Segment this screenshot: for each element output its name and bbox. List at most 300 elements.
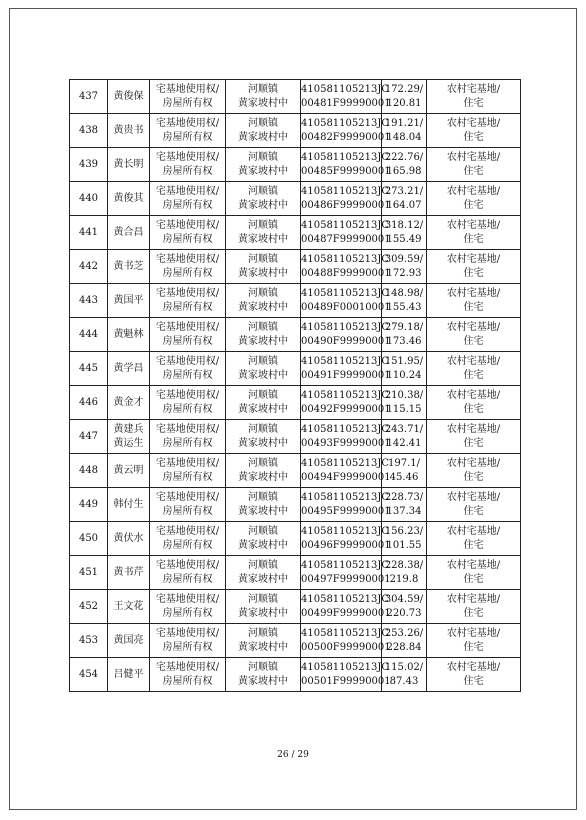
area-line: 45.46 — [389, 471, 419, 483]
parcel-code-line: 410581105213JC — [301, 525, 390, 537]
land-use-line: 农村宅基地/ — [446, 525, 501, 537]
right-type-line: 房屋所有权 — [162, 437, 213, 449]
location-line: 河顺镇 — [248, 457, 278, 469]
area-line: 148.98/ — [384, 287, 424, 299]
land-use-line: 农村宅基地/ — [446, 287, 501, 299]
land-use-line: 住宅 — [463, 267, 484, 279]
land-use-line: 住宅 — [463, 505, 484, 517]
parcel-code-cell — [301, 284, 391, 318]
owner-name-cell — [108, 352, 150, 386]
table-row — [70, 386, 521, 420]
area-line: 87.43 — [389, 675, 419, 687]
location-line: 黄家坡村中 — [238, 199, 288, 211]
right-type-line: 房屋所有权 — [162, 199, 213, 211]
owner-name-cell — [108, 590, 150, 624]
owner-name-line: 黄贵书 — [113, 124, 144, 136]
table-row — [70, 658, 521, 692]
area-line: 142.41 — [386, 437, 422, 449]
row-number-cell: 442 — [70, 250, 108, 284]
right-type-cell — [150, 420, 226, 454]
owner-name-line: 黄国平 — [113, 294, 144, 306]
location-cell — [226, 658, 301, 692]
owner-name-line: 韩付生 — [113, 498, 144, 510]
area-line: 219.8 — [389, 573, 419, 585]
parcel-code-line: 410581105213JC — [301, 491, 390, 503]
parcel-code-line: 410581105213JC — [301, 661, 390, 673]
owner-name-line: 黄书芝 — [113, 260, 144, 272]
parcel-code-line: 410581105213JC — [301, 219, 390, 231]
right-type-line: 房屋所有权 — [162, 471, 213, 483]
right-type-line: 房屋所有权 — [162, 97, 213, 109]
row-number-cell: 454 — [70, 658, 108, 692]
right-type-line: 房屋所有权 — [162, 607, 213, 619]
land-use-line: 农村宅基地/ — [446, 627, 501, 639]
land-use-cell — [427, 658, 521, 692]
location-cell — [226, 114, 301, 148]
land-use-cell — [427, 148, 521, 182]
area-line: 273.21/ — [384, 185, 424, 197]
parcel-code-line: 00490F99990001 — [301, 335, 391, 347]
parcel-code-cell — [301, 658, 391, 692]
location-line: 黄家坡村中 — [238, 403, 288, 415]
location-line: 河顺镇 — [248, 627, 278, 639]
right-type-line: 宅基地使用权/ — [155, 525, 220, 537]
parcel-code-line: 410581105213JC — [301, 593, 390, 605]
right-type-line: 宅基地使用权/ — [155, 253, 220, 265]
right-type-cell — [150, 284, 226, 318]
location-cell — [226, 624, 301, 658]
owner-name-cell — [108, 80, 150, 114]
right-type-line: 宅基地使用权/ — [155, 117, 220, 129]
parcel-code-line: 00485F99990001 — [301, 165, 391, 177]
parcel-code-cell — [301, 352, 391, 386]
owner-name-cell — [108, 216, 150, 250]
table-row — [70, 522, 521, 556]
location-line: 黄家坡村中 — [238, 675, 288, 687]
parcel-code-line: 410581105213JC — [301, 559, 390, 571]
land-use-line: 住宅 — [463, 131, 484, 143]
area-cell — [382, 114, 427, 148]
parcel-code-line: 00500F99990001 — [301, 641, 391, 653]
location-cell — [226, 590, 301, 624]
row-number-cell: 450 — [70, 522, 108, 556]
owner-name-line: 王文花 — [113, 600, 144, 612]
land-use-line: 住宅 — [463, 471, 484, 483]
location-cell — [226, 216, 301, 250]
right-type-line: 房屋所有权 — [162, 165, 213, 177]
row-number-cell: 438 — [70, 114, 108, 148]
table-row — [70, 250, 521, 284]
area-line: 173.46 — [386, 335, 422, 347]
land-use-cell — [427, 114, 521, 148]
owner-name-line: 黄魁林 — [113, 328, 144, 340]
land-use-line: 农村宅基地/ — [446, 355, 501, 367]
area-line: 115.15 — [386, 403, 422, 415]
parcel-code-line: 00494F99990001 — [301, 471, 391, 483]
land-use-cell — [427, 182, 521, 216]
area-line: 210.38/ — [384, 389, 424, 401]
parcel-code-cell — [301, 80, 391, 114]
area-line: 155.43 — [386, 301, 422, 313]
land-use-cell — [427, 522, 521, 556]
owner-name-cell — [108, 624, 150, 658]
owner-name-line: 黄运生 — [113, 437, 144, 449]
right-type-cell — [150, 114, 226, 148]
area-line: 155.49 — [386, 233, 422, 245]
row-number-cell: 437 — [70, 80, 108, 114]
right-type-line: 宅基地使用权/ — [155, 593, 220, 605]
parcel-code-line: 00492F99990001 — [301, 403, 391, 415]
location-line: 河顺镇 — [248, 321, 278, 333]
row-number-cell: 443 — [70, 284, 108, 318]
area-line: 243.71/ — [384, 423, 424, 435]
parcel-code-cell — [301, 114, 391, 148]
right-type-cell — [150, 386, 226, 420]
area-cell — [382, 488, 427, 522]
right-type-line: 宅基地使用权/ — [155, 219, 220, 231]
land-use-line: 住宅 — [463, 233, 484, 245]
land-use-line: 住宅 — [463, 641, 484, 653]
location-line: 黄家坡村中 — [238, 165, 288, 177]
land-use-line: 住宅 — [463, 607, 484, 619]
area-line: 115.02/ — [384, 661, 424, 673]
land-use-cell — [427, 284, 521, 318]
location-line: 黄家坡村中 — [238, 641, 288, 653]
area-line: 318.12/ — [384, 219, 424, 231]
area-cell — [382, 420, 427, 454]
right-type-cell — [150, 488, 226, 522]
parcel-code-cell — [301, 148, 391, 182]
land-use-cell — [427, 352, 521, 386]
right-type-line: 房屋所有权 — [162, 369, 213, 381]
location-line: 河顺镇 — [248, 423, 278, 435]
parcel-code-cell — [301, 590, 391, 624]
table-row — [70, 420, 521, 454]
location-line: 河顺镇 — [248, 151, 278, 163]
row-number-cell: 447 — [70, 420, 108, 454]
location-line: 黄家坡村中 — [238, 471, 288, 483]
area-line: 253.26/ — [384, 627, 424, 639]
right-type-line: 房屋所有权 — [162, 233, 213, 245]
area-line: 172.29/ — [384, 83, 424, 95]
right-type-line: 宅基地使用权/ — [155, 491, 220, 503]
parcel-code-line: 410581105213JC — [301, 253, 390, 265]
location-line: 黄家坡村中 — [238, 437, 288, 449]
area-cell — [382, 386, 427, 420]
owner-name-cell — [108, 454, 150, 488]
parcel-code-cell — [301, 624, 391, 658]
area-cell — [382, 250, 427, 284]
area-line: 191.21/ — [384, 117, 424, 129]
right-type-line: 宅基地使用权/ — [155, 661, 220, 673]
location-line: 黄家坡村中 — [238, 131, 288, 143]
land-use-line: 农村宅基地/ — [446, 661, 501, 673]
row-number-cell: 440 — [70, 182, 108, 216]
right-type-line: 宅基地使用权/ — [155, 151, 220, 163]
parcel-code-line: 410581105213JC — [301, 287, 390, 299]
parcel-code-line: 00491F99990001 — [301, 369, 391, 381]
right-type-cell — [150, 182, 226, 216]
parcel-code-line: 410581105213JC — [301, 389, 390, 401]
land-use-line: 住宅 — [463, 539, 484, 551]
location-line: 河顺镇 — [248, 117, 278, 129]
land-use-cell — [427, 454, 521, 488]
right-type-line: 房屋所有权 — [162, 131, 213, 143]
location-line: 河顺镇 — [248, 253, 278, 265]
land-use-line: 农村宅基地/ — [446, 559, 501, 571]
owner-name-cell — [108, 318, 150, 352]
area-line: 222.76/ — [384, 151, 424, 163]
area-line: 197.1/ — [388, 457, 420, 469]
right-type-line: 宅基地使用权/ — [155, 423, 220, 435]
location-cell — [226, 250, 301, 284]
area-line: 137.34 — [386, 505, 422, 517]
area-line: 309.59/ — [384, 253, 424, 265]
location-cell — [226, 284, 301, 318]
location-line: 黄家坡村中 — [238, 505, 288, 517]
parcel-code-line: 410581105213JC — [301, 83, 390, 95]
area-line: 220.73 — [386, 607, 422, 619]
right-type-line: 宅基地使用权/ — [155, 287, 220, 299]
owner-name-line: 黄学昌 — [113, 362, 144, 374]
right-type-cell — [150, 318, 226, 352]
area-line: 228.38/ — [384, 559, 424, 571]
land-use-line: 农村宅基地/ — [446, 117, 501, 129]
page-number: 26 / 29 — [277, 750, 309, 760]
land-use-line: 住宅 — [463, 403, 484, 415]
location-line: 河顺镇 — [248, 219, 278, 231]
right-type-line: 房屋所有权 — [162, 301, 213, 313]
row-number-cell: 452 — [70, 590, 108, 624]
row-number-cell: 448 — [70, 454, 108, 488]
land-use-cell — [427, 624, 521, 658]
area-cell — [382, 284, 427, 318]
owner-name-cell — [108, 114, 150, 148]
row-number-cell: 444 — [70, 318, 108, 352]
right-type-line: 宅基地使用权/ — [155, 389, 220, 401]
land-use-line: 住宅 — [463, 301, 484, 313]
owner-name-line: 黄金才 — [113, 396, 144, 408]
parcel-code-line: 00501F99990001 — [301, 675, 391, 687]
right-type-line: 房屋所有权 — [162, 505, 213, 517]
land-use-cell — [427, 556, 521, 590]
location-line: 河顺镇 — [248, 185, 278, 197]
area-cell — [382, 590, 427, 624]
table-row — [70, 284, 521, 318]
land-use-cell — [427, 386, 521, 420]
area-line: 120.81 — [386, 97, 422, 109]
location-cell — [226, 522, 301, 556]
area-line: 148.04 — [386, 131, 422, 143]
area-cell — [382, 522, 427, 556]
land-use-line: 住宅 — [463, 199, 484, 211]
right-type-line: 宅基地使用权/ — [155, 321, 220, 333]
location-cell — [226, 318, 301, 352]
parcel-code-line: 00488F99990001 — [301, 267, 391, 279]
parcel-code-line: 00481F99990001 — [301, 97, 391, 109]
land-use-line: 农村宅基地/ — [446, 219, 501, 231]
location-line: 河顺镇 — [248, 559, 278, 571]
location-cell — [226, 148, 301, 182]
land-use-line: 农村宅基地/ — [446, 83, 501, 95]
land-use-cell — [427, 590, 521, 624]
area-line: 151.95/ — [384, 355, 424, 367]
land-use-line: 农村宅基地/ — [446, 423, 501, 435]
area-cell — [382, 624, 427, 658]
owner-name-cell — [108, 556, 150, 590]
parcel-code-line: 00487F99990001 — [301, 233, 391, 245]
location-line: 黄家坡村中 — [238, 233, 288, 245]
parcel-code-cell — [301, 556, 391, 590]
location-cell — [226, 556, 301, 590]
parcel-code-cell — [301, 216, 391, 250]
row-number-cell: 445 — [70, 352, 108, 386]
location-cell — [226, 352, 301, 386]
owner-name-line: 黄俊保 — [113, 90, 144, 102]
row-number-cell: 446 — [70, 386, 108, 420]
table-row — [70, 318, 521, 352]
table-row — [70, 182, 521, 216]
right-type-line: 房屋所有权 — [162, 335, 213, 347]
right-type-cell — [150, 148, 226, 182]
location-line: 河顺镇 — [248, 525, 278, 537]
table-row — [70, 216, 521, 250]
registry-table-body — [70, 80, 521, 692]
right-type-line: 房屋所有权 — [162, 267, 213, 279]
table-row — [70, 352, 521, 386]
land-use-line: 住宅 — [463, 437, 484, 449]
parcel-code-line: 00482F99990001 — [301, 131, 391, 143]
land-use-line: 农村宅基地/ — [446, 151, 501, 163]
owner-name-line: 黄国亮 — [113, 634, 144, 646]
parcel-code-cell — [301, 182, 391, 216]
area-line: 165.98 — [386, 165, 422, 177]
land-use-line: 农村宅基地/ — [446, 253, 501, 265]
land-use-cell — [427, 250, 521, 284]
land-use-line: 农村宅基地/ — [446, 321, 501, 333]
land-use-line: 农村宅基地/ — [446, 185, 501, 197]
owner-name-cell — [108, 250, 150, 284]
land-use-cell — [427, 420, 521, 454]
owner-name-cell — [108, 522, 150, 556]
parcel-code-line: 00499F99990001 — [301, 607, 391, 619]
location-line: 河顺镇 — [248, 661, 278, 673]
right-type-line: 房屋所有权 — [162, 403, 213, 415]
right-type-cell — [150, 658, 226, 692]
right-type-cell — [150, 522, 226, 556]
land-use-line: 农村宅基地/ — [446, 389, 501, 401]
location-cell — [226, 488, 301, 522]
parcel-code-line: 410581105213JC — [301, 117, 390, 129]
land-use-cell — [427, 488, 521, 522]
location-line: 黄家坡村中 — [238, 369, 288, 381]
area-cell — [382, 318, 427, 352]
right-type-line: 宅基地使用权/ — [155, 457, 220, 469]
area-line: 228.73/ — [384, 491, 424, 503]
parcel-code-line: 00493F99990001 — [301, 437, 391, 449]
area-line: 101.55 — [386, 539, 422, 551]
area-line: 228.84 — [386, 641, 422, 653]
parcel-code-line: 410581105213JC — [301, 627, 390, 639]
parcel-code-cell — [301, 250, 391, 284]
parcel-code-line: 00497F99990001 — [301, 573, 391, 585]
location-line: 黄家坡村中 — [238, 573, 288, 585]
location-cell — [226, 182, 301, 216]
right-type-cell — [150, 352, 226, 386]
parcel-code-cell — [301, 454, 391, 488]
land-use-line: 住宅 — [463, 675, 484, 687]
table-row — [70, 590, 521, 624]
location-line: 黄家坡村中 — [238, 607, 288, 619]
location-line: 河顺镇 — [248, 389, 278, 401]
land-use-line: 住宅 — [463, 97, 484, 109]
parcel-code-cell — [301, 522, 391, 556]
land-use-cell — [427, 80, 521, 114]
table-row — [70, 80, 521, 114]
owner-name-line: 黄书芹 — [113, 566, 144, 578]
parcel-code-cell — [301, 420, 391, 454]
land-use-line: 住宅 — [463, 165, 484, 177]
right-type-line: 宅基地使用权/ — [155, 559, 220, 571]
row-number-cell: 441 — [70, 216, 108, 250]
table-row — [70, 624, 521, 658]
owner-name-cell — [108, 386, 150, 420]
row-number-cell: 449 — [70, 488, 108, 522]
owner-name-cell — [108, 284, 150, 318]
parcel-code-line: 410581105213JC — [301, 151, 390, 163]
parcel-code-line: 410581105213JC — [301, 185, 390, 197]
area-cell — [382, 216, 427, 250]
owner-name-line: 黄建兵 — [113, 423, 144, 435]
right-type-cell — [150, 556, 226, 590]
land-use-line: 农村宅基地/ — [446, 457, 501, 469]
area-line: 110.24 — [386, 369, 422, 381]
area-line: 172.93 — [386, 267, 422, 279]
parcel-code-line: 410581105213JC — [301, 457, 390, 469]
area-cell — [382, 148, 427, 182]
owner-name-cell — [108, 420, 150, 454]
right-type-line: 房屋所有权 — [162, 573, 213, 585]
right-type-line: 宅基地使用权/ — [155, 627, 220, 639]
land-use-cell — [427, 318, 521, 352]
right-type-cell — [150, 624, 226, 658]
location-line: 黄家坡村中 — [238, 97, 288, 109]
location-line: 黄家坡村中 — [238, 539, 288, 551]
location-cell — [226, 80, 301, 114]
area-line: 156.23/ — [384, 525, 424, 537]
right-type-line: 房屋所有权 — [162, 641, 213, 653]
right-type-line: 宅基地使用权/ — [155, 185, 220, 197]
location-line: 黄家坡村中 — [238, 301, 288, 313]
location-line: 黄家坡村中 — [238, 335, 288, 347]
parcel-code-cell — [301, 318, 391, 352]
location-line: 河顺镇 — [248, 287, 278, 299]
owner-name-line: 黄云明 — [113, 464, 144, 476]
owner-name-cell — [108, 488, 150, 522]
owner-name-line: 黄合昌 — [113, 226, 144, 238]
table-row — [70, 148, 521, 182]
parcel-code-line: 00486F99990001 — [301, 199, 391, 211]
right-type-cell — [150, 216, 226, 250]
area-line: 304.59/ — [384, 593, 424, 605]
area-line: 279.18/ — [384, 321, 424, 333]
owner-name-line: 黄俊其 — [113, 192, 144, 204]
location-line: 河顺镇 — [248, 83, 278, 95]
right-type-cell — [150, 80, 226, 114]
land-use-line: 住宅 — [463, 369, 484, 381]
right-type-line: 宅基地使用权/ — [155, 83, 220, 95]
parcel-code-cell — [301, 386, 391, 420]
